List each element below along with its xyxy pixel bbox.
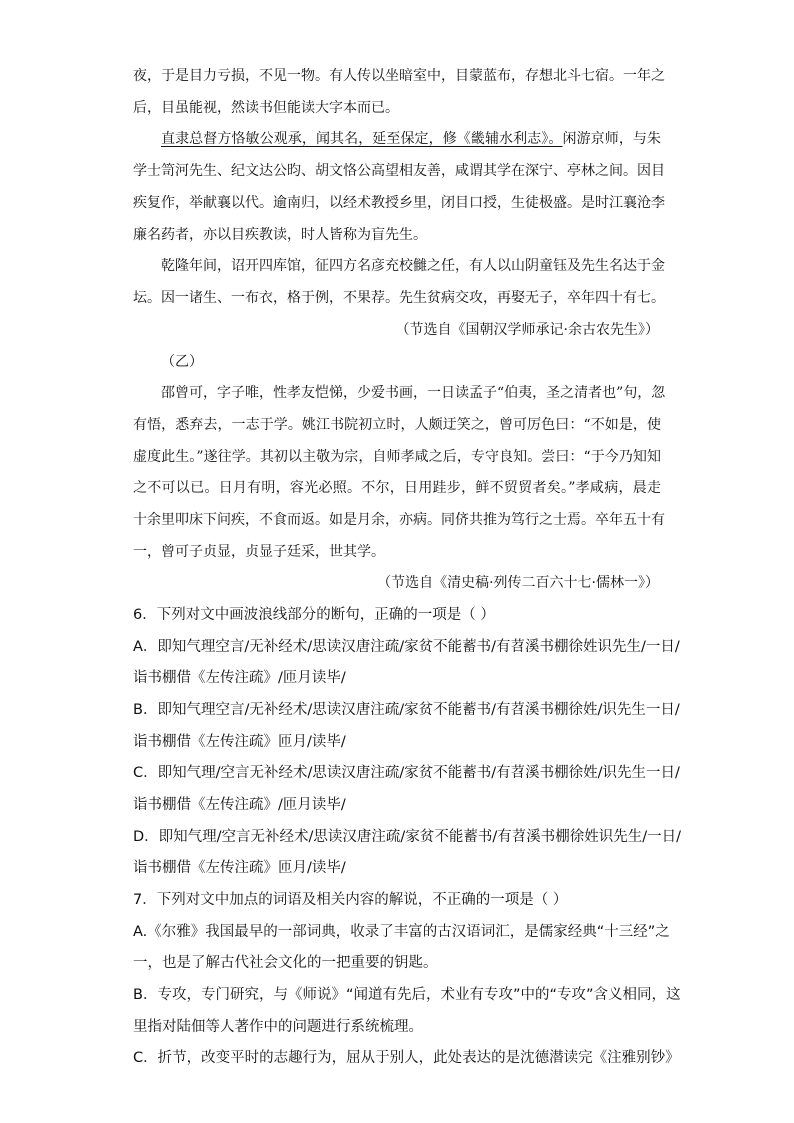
q7-item-c-line-1: C．折节，改变平时的志趣行为，屈从于别人，此处表达的是沈德潜读完《注雅别钞》 — [133, 1050, 680, 1066]
q6-option-d-line-2: 诣书棚借《左传注疏》匝月/读毕/ — [133, 860, 346, 876]
jia-p1-line-3: 疾复作，举献襄以代。逾南归，以经术教授乡里，闭目口授，生徒极盛。是时江襄沧李 — [133, 195, 665, 211]
yi-source: （节选自《清史稿·列传二百六十七·儒林一》） — [377, 575, 659, 591]
yi-line-4: 之不可以已。日月有明，容光必照。不尔，日用跬步，鲜不贸贸者矣。”孝咸病，晨走 — [133, 480, 661, 496]
yi-line-2: 有悟，悉弃去，一志于学。姚江书院初立时，人颇迂笑之，曾可厉色曰：“不如是，使 — [133, 417, 661, 433]
q7-item-a-line-1: A.《尔雅》我国最早的一部词典，收录了丰富的古汉语词汇，是儒家经典“十三经”之 — [133, 924, 670, 940]
q7-stem: 7．下列对文中加点的词语及相关内容的解说，不正确的一项是（ ） — [133, 892, 568, 908]
jia-p1-line-2: 学士笥河先生、纪文达公昀、胡文恪公高望相友善，咸谓其学在深宁、亭林之间。因目 — [133, 163, 665, 179]
underlined-text: 直隶总督方恪敏公观承，闻其名，延至保定，修《畿辅水利志》。 — [161, 131, 563, 147]
q6-option-b-line-1: B．即知气理空言/无补经术/思读汉唐注疏/家贫不能蓄书/有苕溪书棚徐姓/识先生一日/ — [133, 702, 680, 718]
q7-item-b-line-1: B．专攻，专门研究，与《师说》“闻道有先后，术业有专攻”中的“专攻”含义相同，这 — [133, 987, 681, 1003]
q6-option-a-line-1: A．即知气理空言/无补经术/思读汉唐注疏/家贫不能蓄书/有苕溪书棚徐姓识先生/一日/ — [133, 639, 680, 655]
q7-item-a-line-2: 一，也是了解古代社会文化的一把重要的钥匙。 — [133, 955, 438, 971]
q6-option-c-line-2: 诣书棚借《左传注疏》/匝月读毕/ — [133, 797, 346, 813]
jia-p0-line-2: 后，目虽能视，然读书但能读大字本而已。 — [133, 100, 399, 116]
jia-p1-line-1: 直隶总督方恪敏公观承，闻其名，延至保定，修《畿辅水利志》。闲游京师，与朱 — [161, 131, 661, 147]
q6-stem: 6．下列对文中画波浪线部分的断句，正确的一项是（ ） — [133, 607, 495, 623]
yi-line-6: 一，曾可子贞显，贞显子廷采，世其学。 — [133, 544, 385, 560]
jia-source: （节选自《国朝汉学师承记·余古农先生》） — [395, 322, 659, 338]
q7-item-b-line-2: 里指对陆佃等人著作中的问题进行系统梳理。 — [133, 1019, 423, 1035]
yi-line-5: 十余里叩床下问疾，不食而返。如是月余，亦病。同侪共推为笃行之士焉。卒年五十有 — [133, 512, 665, 528]
jia-p1-line-4: 廉名药者，亦以目疾教读，时人皆称为盲先生。 — [133, 227, 427, 243]
q6-option-b-line-2: 诣书棚借《左传注疏》匝月/读毕/ — [133, 734, 346, 750]
jia-p2-line-1: 乾隆年间，诏开四库馆，征四方名彦充校雠之任，有人以山阴童钰及先生名达于金 — [161, 258, 665, 274]
yi-line-3: 虚度此生。”遂往学。其初以主敬为宗，自师孝咸之后，专守良知。尝曰：“于今乃知知 — [133, 449, 661, 465]
q6-option-d-line-1: D．即知气理/空言无补经术/思读汉唐注疏/家贫不能蓄书/有苕溪书棚徐姓识先生/一日/ — [133, 829, 681, 845]
yi-line-1: 邵曾可，字子唯，性孝友恺悌，少爱书画，一日读孟子“伯夷，圣之清者也”句，忽 — [161, 385, 666, 401]
q6-option-c-line-1: C．即知气理/空言无补经术/思读汉唐注疏/家贫不能蓄书/有苕溪书棚徐姓/识先生一日/ — [133, 765, 680, 781]
q6-option-a-line-2: 诣书棚借《左传注疏》/匝月读毕/ — [133, 670, 346, 686]
jia-p2-line-2: 坛。因一诸生、一布衣，格于例，不果荐。先生贫病交攻，再娶无子，卒年四十有七。 — [133, 290, 665, 306]
jia-p0-line-1: 夜，于是目力亏损，不见一物。有人传以坐暗室中，目蒙蓝布，存想北斗七宿。一年之 — [133, 68, 665, 84]
yi-label: （乙） — [161, 354, 203, 370]
